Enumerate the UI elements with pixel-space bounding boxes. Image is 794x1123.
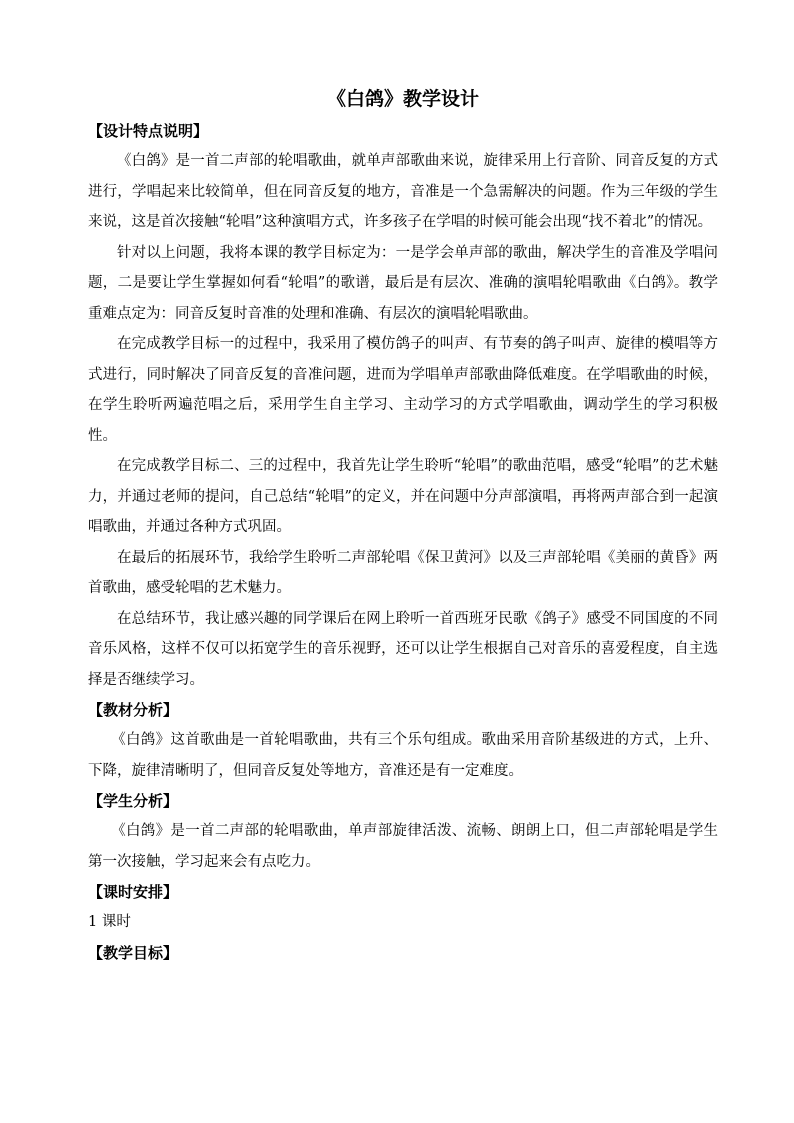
paragraph: 《白鸽》这首歌曲是一首轮唱歌曲，共有三个乐句组成。歌曲采用音阶基级进的方式，上升、下降，旋律清晰明了，但同音反复处等地方，音准还是有一定难度。 (88, 732, 718, 779)
section-heading: 【设计特点说明】 (88, 122, 209, 140)
section-design-features (88, 116, 718, 695)
section-heading: 【教学目标】 (88, 944, 179, 962)
paragraph: 《白鸽》是一首二声部的轮唱歌曲，就单声部歌曲来说，旋律采用上行音阶、同音反复的方式进行，学唱起来比较简单，但在同音反复的地方，音准是一个急需解决的问题。作为三年级的学生来说，这是首次接触“轮唱”这种演唱方式，许多孩子在学唱的时候可能会出现“找不着北”的情况。 (88, 153, 718, 230)
section-teaching-goals (88, 938, 718, 968)
section-heading: 【教材分析】 (88, 701, 179, 719)
document-page (88, 82, 718, 968)
paragraph: 在完成教学目标一的过程中，我采用了模仿鸽子的叫声、有节奏的鸽子叫声、旋律的模唱等方式进行，同时解决了同音反复的音准问题，进而为学唱单声部歌曲降低难度。在学唱歌曲的时候，在学生聆听两遍范唱之后，采用学生自主学习、主动学习的方式学唱歌曲，调动学生的学习积极性。 (88, 336, 718, 444)
section-heading: 【学生分析】 (88, 792, 179, 810)
section-student-analysis (88, 786, 718, 877)
paragraph: 针对以上问题，我将本课的教学目标定为：一是学会单声部的歌曲，解决学生的音准及学唱问题，二是要让学生掌握如何看“轮唱”的歌谱，最后是有层次、准确的演唱轮唱歌曲《白鸽》。教学重难点定为：同音反复时音准的处理和准确、有层次的演唱轮唱歌曲。 (88, 244, 718, 322)
paragraph: 在最后的拓展环节，我给学生聆听二声部轮唱《保卫黄河》以及三声部轮唱《美丽的黄昏》两首歌曲，感受轮唱的艺术魅力。 (88, 549, 718, 596)
section-heading: 【课时安排】 (88, 883, 179, 901)
section-textbook-analysis (88, 695, 718, 786)
paragraph: 在完成教学目标二、三的过程中，我首先让学生聆听“轮唱”的歌曲范唱，感受“轮唱”的艺术魅力，并通过老师的提问，自己总结“轮唱”的定义，并在问题中分声部演唱，再将两声部合到一起演唱歌曲，并通过各种方式巩固。 (88, 458, 718, 535)
section-lesson-schedule (88, 877, 718, 938)
paragraph: 《白鸽》是一首二声部的轮唱歌曲，单声部旋律活泼、流畅、朗朗上口，但二声部轮唱是学生第一次接触，学习起来会有点吃力。 (88, 823, 718, 870)
lesson-count: 1 课时 (88, 914, 131, 930)
document-title: 《白鸽》教学设计 (326, 88, 479, 110)
paragraph: 在总结环节，我让感兴趣的同学课后在网上聆听一首西班牙民歌《鸽子》感受不同国度的不同音乐风格，这样不仅可以拓宽学生的音乐视野，还可以让学生根据自己对音乐的喜爱程度，自主选择是否继续学习。 (88, 610, 718, 688)
